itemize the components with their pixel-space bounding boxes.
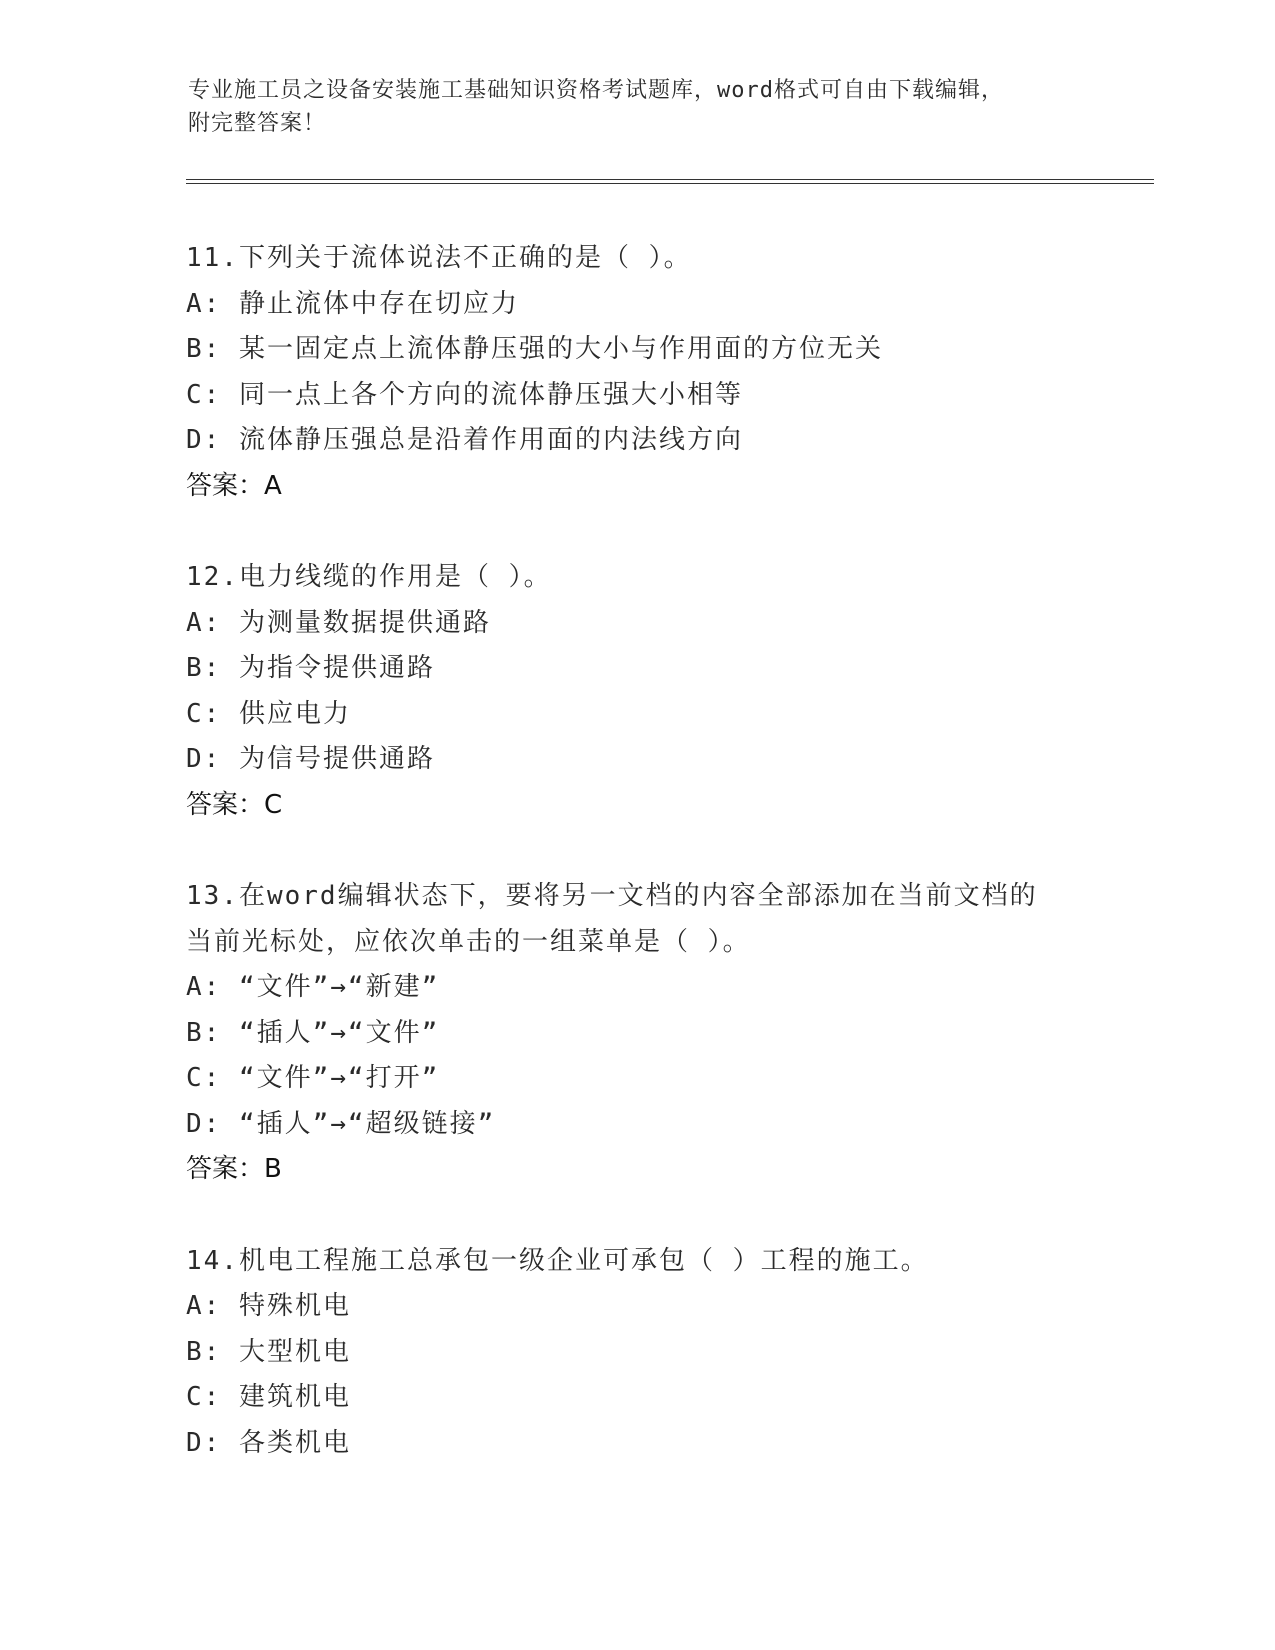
option-a: A: “文件”→“新建” <box>186 972 440 1002</box>
question-14 <box>186 1239 1086 1467</box>
question-spacer <box>186 828 1086 874</box>
option-c: C: 建筑机电 <box>186 1382 351 1412</box>
question-13 <box>186 874 1086 1193</box>
question-12 <box>186 555 1086 828</box>
option-a: A: 为测量数据提供通路 <box>186 607 491 638</box>
option-b: B: 某一固定点上流体静压强的大小与作用面的方位无关 <box>186 334 883 364</box>
question-spacer <box>186 509 1086 555</box>
option-b: B: 大型机电 <box>186 1336 351 1367</box>
option-d: D: 为信号提供通路 <box>186 744 435 774</box>
question-stem: 11.下列关于流体说法不正确的是（ ）。 <box>186 243 692 273</box>
option-b: B: “插人”→“文件” <box>186 1017 440 1048</box>
question-11 <box>186 236 1086 509</box>
option-d: D: 流体静压强总是沿着作用面的内法线方向 <box>186 425 743 455</box>
option-c: C: “文件”→“打开” <box>186 1063 440 1093</box>
answer-key: 答案：C <box>186 789 283 820</box>
document-header <box>188 74 1068 140</box>
option-d: D: “插人”→“超级链接” <box>186 1108 496 1139</box>
option-c: C: 同一点上各个方向的流体静压强大小相等 <box>186 379 743 410</box>
option-a: A: 特殊机电 <box>186 1291 351 1321</box>
question-spacer <box>186 1193 1086 1239</box>
answer-key: 答案：B <box>186 1154 282 1184</box>
header-divider-top <box>186 179 1154 180</box>
header-title-line1: 专业施工员之设备安装施工基础知识资格考试题库，word格式可自由下载编辑， <box>188 78 1004 103</box>
question-stem-line1: 13.在word编辑状态下，要将另一文档的内容全部添加在当前文档的 <box>186 881 1038 911</box>
option-d: D: 各类机电 <box>186 1427 351 1458</box>
header-title-line2: 附完整答案！ <box>188 111 327 136</box>
question-list <box>186 236 1086 1466</box>
answer-key: 答案：A <box>186 470 282 501</box>
question-stem: 12.电力线缆的作用是（ ）。 <box>186 562 552 592</box>
question-stem: 14.机电工程施工总承包一级企业可承包（ ）工程的施工。 <box>186 1245 929 1276</box>
option-a: A: 静止流体中存在切应力 <box>186 288 519 319</box>
header-divider-bottom <box>186 183 1154 184</box>
option-c: C: 供应电力 <box>186 698 351 729</box>
question-stem-line2: 当前光标处，应依次单击的一组菜单是（ ）。 <box>186 926 751 957</box>
option-b: B: 为指令提供通路 <box>186 653 435 683</box>
